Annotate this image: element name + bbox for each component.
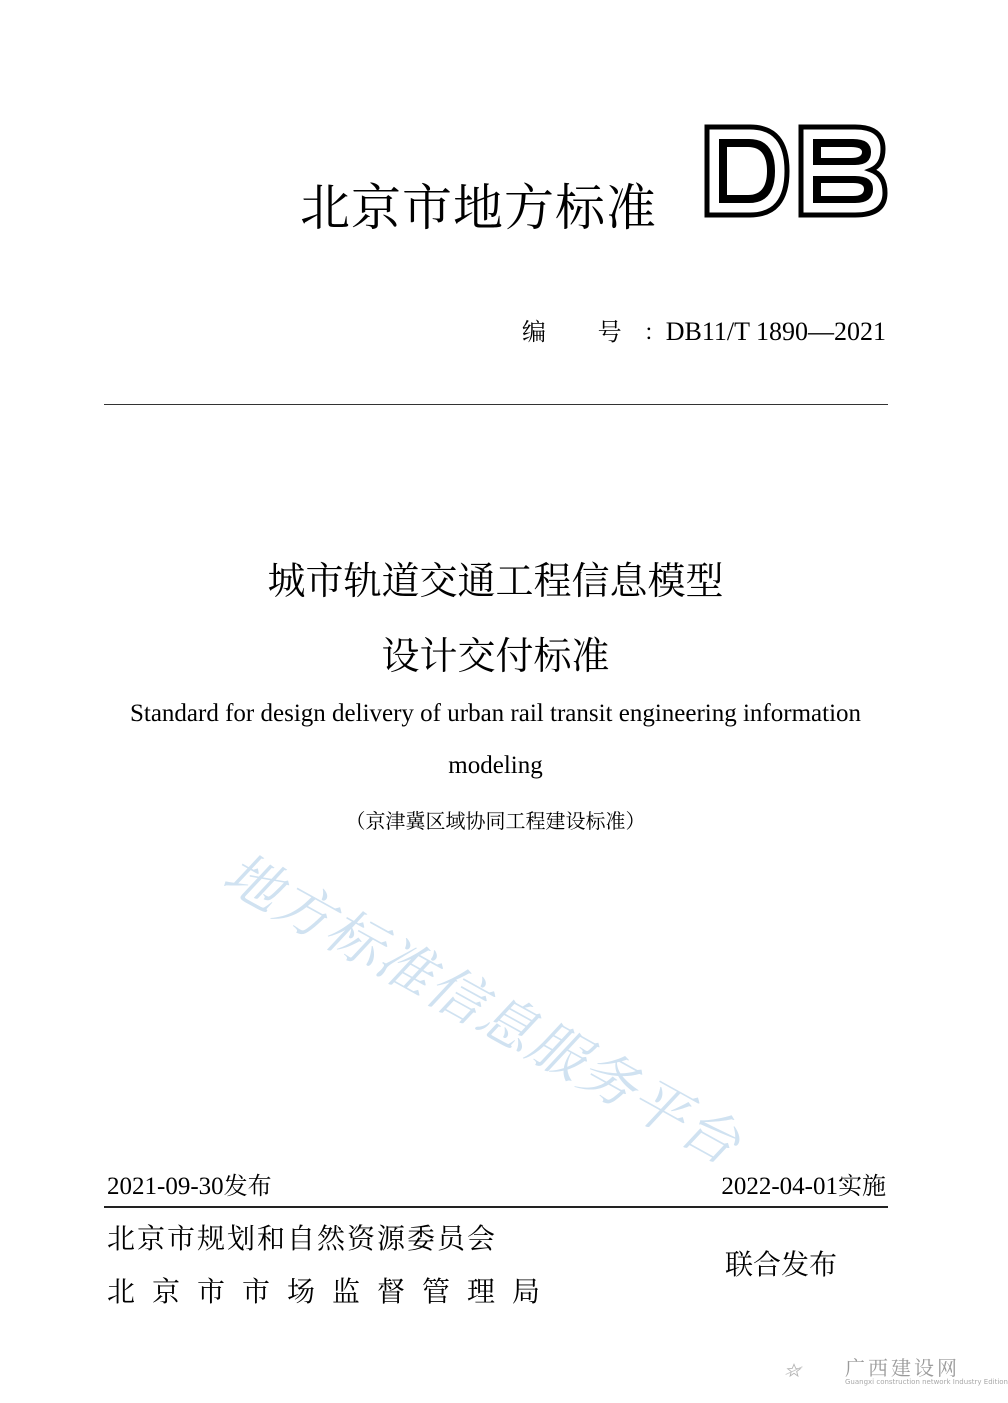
watermark: 地方标准信息服务平台 (212, 840, 752, 1179)
effective-date-label: 实施 (838, 1172, 886, 1200)
top-divider (104, 404, 888, 405)
joint-publish-label: 联合发布 (725, 1248, 838, 1281)
standard-number (522, 312, 886, 347)
number-value: DB11/T 1890—2021 (665, 317, 886, 346)
db-logo (705, 125, 887, 217)
bottom-divider (104, 1206, 888, 1208)
site-name: 广西建设网 (845, 1356, 960, 1380)
publisher-line2: 北京市市场监督管理局 (107, 1275, 558, 1308)
star-swoosh-icon (785, 1345, 845, 1395)
regional-subtitle: （京津冀区域协同工程建设标准） (345, 809, 646, 833)
site-subtitle: Guangxi construction network Industry Edition (845, 1378, 1008, 1386)
issue-date (107, 1166, 272, 1201)
number-label: 编 号 (522, 318, 644, 346)
publisher-line1: 北京市规划和自然资源委员会 (107, 1222, 498, 1255)
chinese-title-line2: 设计交付标准 (381, 634, 610, 678)
chinese-title-line1: 城市轨道交通工程信息模型 (267, 559, 724, 603)
issue-date-value: 2021-09-30 (107, 1173, 224, 1200)
number-separator: ： (643, 321, 666, 346)
db-logo-text: DB (705, 125, 707, 126)
english-title-line2: modeling (448, 752, 543, 779)
issue-date-label: 发布 (223, 1172, 272, 1200)
standard-type-title: 北京市地方标准 (300, 179, 657, 237)
effective-date (721, 1166, 886, 1201)
english-title-line1: Standard for design delivery of urban rail transit engineering information (129, 700, 862, 727)
effective-date-value: 2022-04-01 (721, 1173, 838, 1200)
